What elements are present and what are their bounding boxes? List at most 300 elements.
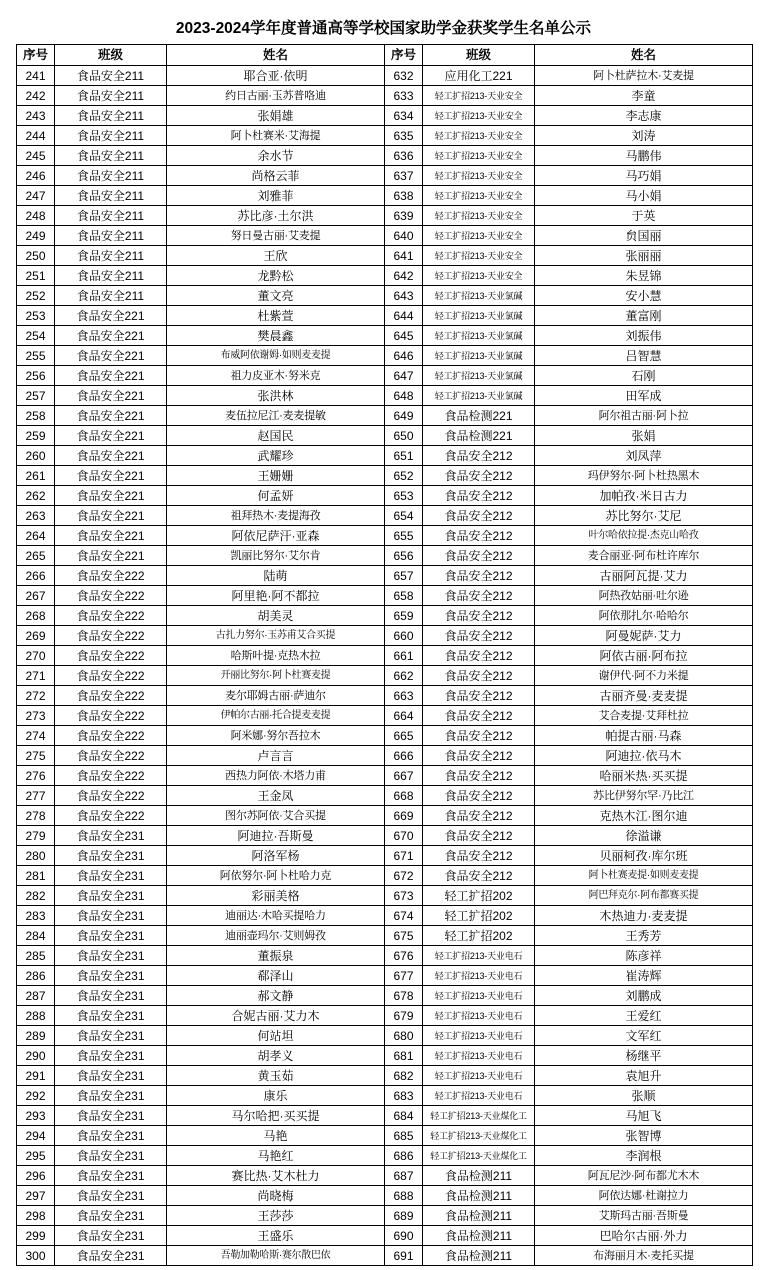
- cell-class: 食品安全222: [55, 566, 167, 586]
- cell-no: 653: [385, 486, 423, 506]
- cell-name: 马旭飞: [535, 1106, 753, 1126]
- cell-name: 吕智慧: [535, 346, 753, 366]
- table-row: [17, 266, 753, 286]
- roster-table: [16, 44, 753, 1266]
- cell-no: 262: [17, 486, 55, 506]
- cell-name: 董振泉: [167, 946, 385, 966]
- cell-class: 食品安全231: [55, 1066, 167, 1086]
- cell-name: 安小慧: [535, 286, 753, 306]
- column-header-name-right: 姓名: [535, 45, 753, 66]
- cell-class: 轻工扩招213-天业氯碱: [423, 386, 535, 406]
- cell-class: 食品安全221: [55, 426, 167, 446]
- cell-name: 苏比伊努尔罕·乃比江: [535, 786, 753, 806]
- cell-no: 250: [17, 246, 55, 266]
- cell-name: 苏比努尔·艾尼: [535, 506, 753, 526]
- cell-name: 赛比热·艾木杜力: [167, 1166, 385, 1186]
- cell-name: 何孟妍: [167, 486, 385, 506]
- cell-no: 659: [385, 606, 423, 626]
- table-row: [17, 1046, 753, 1066]
- cell-no: 688: [385, 1186, 423, 1206]
- cell-class: 食品安全231: [55, 846, 167, 866]
- cell-class: 食品安全231: [55, 946, 167, 966]
- cell-no: 661: [385, 646, 423, 666]
- cell-class: 轻工扩招213-天业电石: [423, 986, 535, 1006]
- table-row: [17, 946, 753, 966]
- cell-class: 食品安全221: [55, 406, 167, 426]
- cell-class: 轻工扩招213-天业安全: [423, 206, 535, 226]
- table-row: [17, 926, 753, 946]
- cell-name: 马巧娟: [535, 166, 753, 186]
- cell-no: 635: [385, 126, 423, 146]
- cell-no: 255: [17, 346, 55, 366]
- cell-name: 麦伍拉尼江·麦麦提敏: [167, 406, 385, 426]
- cell-name: 杜紫萱: [167, 306, 385, 326]
- cell-name: 于英: [535, 206, 753, 226]
- table-row: [17, 406, 753, 426]
- cell-class: 轻工扩招202: [423, 926, 535, 946]
- cell-no: 633: [385, 86, 423, 106]
- cell-name: 徐溢谦: [535, 826, 753, 846]
- cell-name: 郝文静: [167, 986, 385, 1006]
- cell-name: 刘振伟: [535, 326, 753, 346]
- cell-class: 食品安全211: [55, 286, 167, 306]
- cell-name: 赵国民: [167, 426, 385, 446]
- table-row: [17, 326, 753, 346]
- cell-no: 295: [17, 1146, 55, 1166]
- cell-class: 食品安全212: [423, 506, 535, 526]
- cell-name: 古扎力努尔·玉苏甫艾合买提: [167, 626, 385, 646]
- column-header-no-left: 序号: [17, 45, 55, 66]
- table-row: [17, 886, 753, 906]
- table-row: [17, 466, 753, 486]
- cell-name: 西热力阿依·木塔力甫: [167, 766, 385, 786]
- cell-class: 食品安全231: [55, 906, 167, 926]
- cell-class: 轻工扩招213-天业电石: [423, 966, 535, 986]
- cell-name: 张洪林: [167, 386, 385, 406]
- column-header-class-right: 班级: [423, 45, 535, 66]
- table-row: [17, 546, 753, 566]
- cell-name: 布威阿依谢姆·如则麦麦提: [167, 346, 385, 366]
- cell-name: 马尔哈把·买买提: [167, 1106, 385, 1126]
- cell-no: 249: [17, 226, 55, 246]
- cell-name: 刘涛: [535, 126, 753, 146]
- cell-name: 王欣: [167, 246, 385, 266]
- table-row: [17, 1006, 753, 1026]
- cell-class: 食品安全212: [423, 746, 535, 766]
- table-row: [17, 1206, 753, 1226]
- cell-class: 食品安全222: [55, 606, 167, 626]
- cell-name: 阿热孜姑丽·吐尔逊: [535, 586, 753, 606]
- cell-class: 食品安全222: [55, 766, 167, 786]
- cell-class: 食品安全212: [423, 786, 535, 806]
- cell-no: 641: [385, 246, 423, 266]
- cell-name: 阿依尼萨汗·亚森: [167, 526, 385, 546]
- cell-no: 686: [385, 1146, 423, 1166]
- cell-no: 632: [385, 66, 423, 86]
- table-row: [17, 1086, 753, 1106]
- cell-class: 轻工扩招213-天业氯碱: [423, 326, 535, 346]
- table-row: [17, 226, 753, 246]
- cell-name: 卢言言: [167, 746, 385, 766]
- cell-class: 食品安全212: [423, 666, 535, 686]
- cell-class: 食品安全231: [55, 1246, 167, 1266]
- cell-name: 艾合麦提·艾拜杜拉: [535, 706, 753, 726]
- table-row: [17, 526, 753, 546]
- table-row: [17, 586, 753, 606]
- cell-no: 669: [385, 806, 423, 826]
- cell-name: 加帕孜·米日古力: [535, 486, 753, 506]
- cell-class: 食品安全211: [55, 66, 167, 86]
- cell-class: 应用化工221: [423, 66, 535, 86]
- cell-name: 阿依努尔·阿卜杜哈力克: [167, 866, 385, 886]
- cell-name: 叶尔哈依拉提·杰克山哈孜: [535, 526, 753, 546]
- table-row: [17, 446, 753, 466]
- cell-no: 679: [385, 1006, 423, 1026]
- table-row: [17, 86, 753, 106]
- table-row: [17, 1146, 753, 1166]
- table-row: [17, 966, 753, 986]
- cell-name: 胡美灵: [167, 606, 385, 626]
- cell-name: 李志康: [535, 106, 753, 126]
- cell-no: 242: [17, 86, 55, 106]
- cell-no: 649: [385, 406, 423, 426]
- cell-name: 文军红: [535, 1026, 753, 1046]
- cell-no: 294: [17, 1126, 55, 1146]
- cell-class: 食品安全221: [55, 486, 167, 506]
- cell-name: 阿依达娜·杜谢拉力: [535, 1186, 753, 1206]
- cell-name: 阿卜杜赛米·艾海提: [167, 126, 385, 146]
- cell-no: 663: [385, 686, 423, 706]
- cell-class: 轻工扩招213-天业电石: [423, 1086, 535, 1106]
- cell-no: 636: [385, 146, 423, 166]
- table-row: [17, 666, 753, 686]
- cell-name: 王姗姗: [167, 466, 385, 486]
- cell-no: 270: [17, 646, 55, 666]
- table-row: [17, 126, 753, 146]
- cell-no: 648: [385, 386, 423, 406]
- cell-class: 食品安全231: [55, 1046, 167, 1066]
- table-row: [17, 1226, 753, 1246]
- column-header-no-right: 序号: [385, 45, 423, 66]
- cell-name: 马艳: [167, 1126, 385, 1146]
- cell-class: 食品安全212: [423, 526, 535, 546]
- cell-class: 食品安全231: [55, 1006, 167, 1026]
- cell-class: 轻工扩招213-天业电石: [423, 1006, 535, 1026]
- cell-class: 轻工扩招213-天业安全: [423, 166, 535, 186]
- cell-name: 龙黔松: [167, 266, 385, 286]
- cell-class: 食品安全212: [423, 806, 535, 826]
- cell-name: 王金凤: [167, 786, 385, 806]
- cell-no: 286: [17, 966, 55, 986]
- table-row: [17, 486, 753, 506]
- cell-class: 食品安全231: [55, 866, 167, 886]
- table-row: [17, 766, 753, 786]
- cell-no: 266: [17, 566, 55, 586]
- cell-class: 食品安全212: [423, 686, 535, 706]
- cell-class: 食品安全212: [423, 466, 535, 486]
- cell-no: 652: [385, 466, 423, 486]
- cell-name: 谢伊代·阿不力米提: [535, 666, 753, 686]
- cell-name: 刘凤萍: [535, 446, 753, 466]
- cell-no: 689: [385, 1206, 423, 1226]
- cell-class: 食品安全231: [55, 1106, 167, 1126]
- cell-class: 轻工扩招213-天业安全: [423, 186, 535, 206]
- table-row: [17, 506, 753, 526]
- cell-no: 673: [385, 886, 423, 906]
- cell-class: 食品安全222: [55, 726, 167, 746]
- cell-no: 248: [17, 206, 55, 226]
- cell-no: 274: [17, 726, 55, 746]
- table-row: [17, 206, 753, 226]
- cell-class: 轻工扩招213-天业安全: [423, 246, 535, 266]
- cell-no: 246: [17, 166, 55, 186]
- cell-name: 李润根: [535, 1146, 753, 1166]
- cell-name: 张智博: [535, 1126, 753, 1146]
- cell-class: 食品安全211: [55, 106, 167, 126]
- table-row: [17, 726, 753, 746]
- table-row: [17, 306, 753, 326]
- cell-class: 食品安全231: [55, 1026, 167, 1046]
- cell-name: 王秀芳: [535, 926, 753, 946]
- cell-no: 639: [385, 206, 423, 226]
- cell-name: 马鹏伟: [535, 146, 753, 166]
- cell-class: 轻工扩招213-天业煤化工: [423, 1106, 535, 1126]
- cell-no: 657: [385, 566, 423, 586]
- cell-name: 阿卜杜赛麦提·如则麦麦提: [535, 866, 753, 886]
- cell-name: 吾勒加勒哈斯·赛尔散巴依: [167, 1246, 385, 1266]
- cell-no: 644: [385, 306, 423, 326]
- cell-no: 640: [385, 226, 423, 246]
- cell-class: 食品安全222: [55, 706, 167, 726]
- cell-class: 食品安全231: [55, 1186, 167, 1206]
- cell-no: 261: [17, 466, 55, 486]
- cell-name: 王爱红: [535, 1006, 753, 1026]
- cell-no: 682: [385, 1066, 423, 1086]
- cell-name: 马小娟: [535, 186, 753, 206]
- cell-class: 食品检测221: [423, 406, 535, 426]
- cell-class: 食品安全212: [423, 846, 535, 866]
- table-body: [17, 66, 753, 1266]
- cell-name: 耶合亚·依明: [167, 66, 385, 86]
- cell-name: 迪丽壶玛尔·艾则姆孜: [167, 926, 385, 946]
- cell-class: 食品安全211: [55, 206, 167, 226]
- table-row: [17, 366, 753, 386]
- cell-no: 647: [385, 366, 423, 386]
- cell-class: 食品安全211: [55, 266, 167, 286]
- cell-class: 食品安全231: [55, 1146, 167, 1166]
- table-row: [17, 186, 753, 206]
- table-row: [17, 1246, 753, 1266]
- cell-class: 轻工扩招213-天业安全: [423, 266, 535, 286]
- cell-class: 轻工扩招213-天业安全: [423, 146, 535, 166]
- cell-no: 279: [17, 826, 55, 846]
- cell-no: 637: [385, 166, 423, 186]
- cell-class: 食品安全212: [423, 646, 535, 666]
- table-row: [17, 426, 753, 446]
- cell-no: 252: [17, 286, 55, 306]
- cell-class: 食品安全221: [55, 326, 167, 346]
- cell-no: 665: [385, 726, 423, 746]
- cell-name: 阿尔祖古丽·阿卜拉: [535, 406, 753, 426]
- cell-no: 289: [17, 1026, 55, 1046]
- table-row: [17, 626, 753, 646]
- cell-name: 阿米娜·努尔吾拉木: [167, 726, 385, 746]
- cell-class: 食品检测211: [423, 1186, 535, 1206]
- table-row: [17, 286, 753, 306]
- cell-name: 武耀珍: [167, 446, 385, 466]
- cell-class: 轻工扩招213-天业煤化工: [423, 1146, 535, 1166]
- cell-no: 684: [385, 1106, 423, 1126]
- cell-class: 轻工扩招213-天业氯碱: [423, 286, 535, 306]
- cell-no: 667: [385, 766, 423, 786]
- cell-no: 687: [385, 1166, 423, 1186]
- cell-no: 656: [385, 546, 423, 566]
- cell-no: 298: [17, 1206, 55, 1226]
- cell-name: 刘鹏成: [535, 986, 753, 1006]
- cell-no: 241: [17, 66, 55, 86]
- cell-no: 271: [17, 666, 55, 686]
- cell-name: 木热迪力·麦麦提: [535, 906, 753, 926]
- cell-name: 朱昱锦: [535, 266, 753, 286]
- cell-name: 阿瓦尼沙·阿布都尤木木: [535, 1166, 753, 1186]
- cell-name: 杨继平: [535, 1046, 753, 1066]
- cell-no: 681: [385, 1046, 423, 1066]
- cell-class: 轻工扩招213-天业电石: [423, 946, 535, 966]
- cell-class: 食品安全212: [423, 826, 535, 846]
- cell-no: 655: [385, 526, 423, 546]
- cell-no: 300: [17, 1246, 55, 1266]
- cell-class: 食品安全231: [55, 1226, 167, 1246]
- table-row: [17, 106, 753, 126]
- cell-class: 食品安全222: [55, 786, 167, 806]
- cell-class: 食品安全212: [423, 626, 535, 646]
- table-row: [17, 866, 753, 886]
- cell-class: 轻工扩招213-天业氯碱: [423, 306, 535, 326]
- cell-no: 263: [17, 506, 55, 526]
- cell-class: 食品安全222: [55, 626, 167, 646]
- table-row: [17, 566, 753, 586]
- cell-class: 轻工扩招213-天业氯碱: [423, 366, 535, 386]
- cell-name: 王莎莎: [167, 1206, 385, 1226]
- cell-no: 642: [385, 266, 423, 286]
- cell-no: 243: [17, 106, 55, 126]
- cell-no: 287: [17, 986, 55, 1006]
- cell-no: 265: [17, 546, 55, 566]
- cell-class: 轻工扩招213-天业氯碱: [423, 346, 535, 366]
- cell-name: 阿迪拉·吾斯曼: [167, 826, 385, 846]
- cell-class: 食品检测211: [423, 1226, 535, 1246]
- cell-name: 麦合丽亚·阿布杜许库尔: [535, 546, 753, 566]
- cell-no: 660: [385, 626, 423, 646]
- cell-name: 阿洛军杨: [167, 846, 385, 866]
- cell-name: 合妮古丽·艾力木: [167, 1006, 385, 1026]
- cell-class: 食品安全211: [55, 186, 167, 206]
- cell-name: 刘雅菲: [167, 186, 385, 206]
- cell-name: 阿卜杜萨拉木·艾麦提: [535, 66, 753, 86]
- cell-class: 食品安全231: [55, 1166, 167, 1186]
- cell-name: 陆萌: [167, 566, 385, 586]
- cell-no: 254: [17, 326, 55, 346]
- cell-no: 268: [17, 606, 55, 626]
- cell-class: 食品安全212: [423, 446, 535, 466]
- cell-class: 食品安全211: [55, 226, 167, 246]
- cell-no: 651: [385, 446, 423, 466]
- table-row: [17, 166, 753, 186]
- table-row: [17, 1166, 753, 1186]
- table-header-row: [17, 45, 753, 66]
- table-row: [17, 66, 753, 86]
- table-row: [17, 146, 753, 166]
- cell-class: 食品安全221: [55, 306, 167, 326]
- cell-name: 苏比彦·土尔洪: [167, 206, 385, 226]
- cell-no: 277: [17, 786, 55, 806]
- cell-name: 贠国丽: [535, 226, 753, 246]
- cell-no: 634: [385, 106, 423, 126]
- cell-name: 董文亮: [167, 286, 385, 306]
- cell-no: 666: [385, 746, 423, 766]
- cell-name: 哈丽米热·买买提: [535, 766, 753, 786]
- cell-name: 阿巴拜克尔·阿布都赛买提: [535, 886, 753, 906]
- cell-no: 253: [17, 306, 55, 326]
- cell-no: 245: [17, 146, 55, 166]
- cell-name: 迪丽达·木哈买提哈力: [167, 906, 385, 926]
- cell-name: 玛伊努尔·阿卜杜热黑木: [535, 466, 753, 486]
- cell-name: 艾斯玛古丽·吾斯曼: [535, 1206, 753, 1226]
- table-row: [17, 706, 753, 726]
- cell-no: 650: [385, 426, 423, 446]
- cell-name: 约日古丽·玉苏普咯迪: [167, 86, 385, 106]
- cell-no: 690: [385, 1226, 423, 1246]
- table-row: [17, 806, 753, 826]
- cell-name: 克热木江·图尔迪: [535, 806, 753, 826]
- cell-no: 291: [17, 1066, 55, 1086]
- page-title: 2023-2024学年度普通高等学校国家助学金获奖学生名单公示: [175, 20, 592, 37]
- cell-class: 食品安全231: [55, 826, 167, 846]
- cell-no: 293: [17, 1106, 55, 1126]
- table-row: [17, 1186, 753, 1206]
- cell-class: 食品检测211: [423, 1206, 535, 1226]
- cell-class: 食品安全212: [423, 706, 535, 726]
- cell-class: 食品安全221: [55, 466, 167, 486]
- cell-name: 布海丽月木·麦托买提: [535, 1246, 753, 1266]
- cell-class: 轻工扩招213-天业安全: [423, 226, 535, 246]
- cell-class: 食品安全212: [423, 546, 535, 566]
- table-row: [17, 606, 753, 626]
- cell-no: 259: [17, 426, 55, 446]
- cell-no: 676: [385, 946, 423, 966]
- cell-class: 食品安全231: [55, 1126, 167, 1146]
- cell-name: 巴哈尔古丽·外力: [535, 1226, 753, 1246]
- cell-class: 食品检测211: [423, 1166, 535, 1186]
- cell-class: 轻工扩招213-天业安全: [423, 126, 535, 146]
- cell-class: 食品安全231: [55, 1086, 167, 1106]
- cell-class: 食品安全212: [423, 866, 535, 886]
- table-row: [17, 986, 753, 1006]
- table-row: [17, 646, 753, 666]
- cell-no: 297: [17, 1186, 55, 1206]
- cell-name: 阿迪拉·依马木: [535, 746, 753, 766]
- cell-name: 袁旭升: [535, 1066, 753, 1086]
- cell-no: 670: [385, 826, 423, 846]
- cell-no: 275: [17, 746, 55, 766]
- cell-class: 食品安全231: [55, 966, 167, 986]
- cell-class: 食品检测211: [423, 1246, 535, 1266]
- cell-name: 张顺: [535, 1086, 753, 1106]
- cell-class: 食品安全221: [55, 526, 167, 546]
- cell-no: 646: [385, 346, 423, 366]
- cell-name: 开丽比努尔·阿卜杜赛麦提: [167, 666, 385, 686]
- cell-no: 290: [17, 1046, 55, 1066]
